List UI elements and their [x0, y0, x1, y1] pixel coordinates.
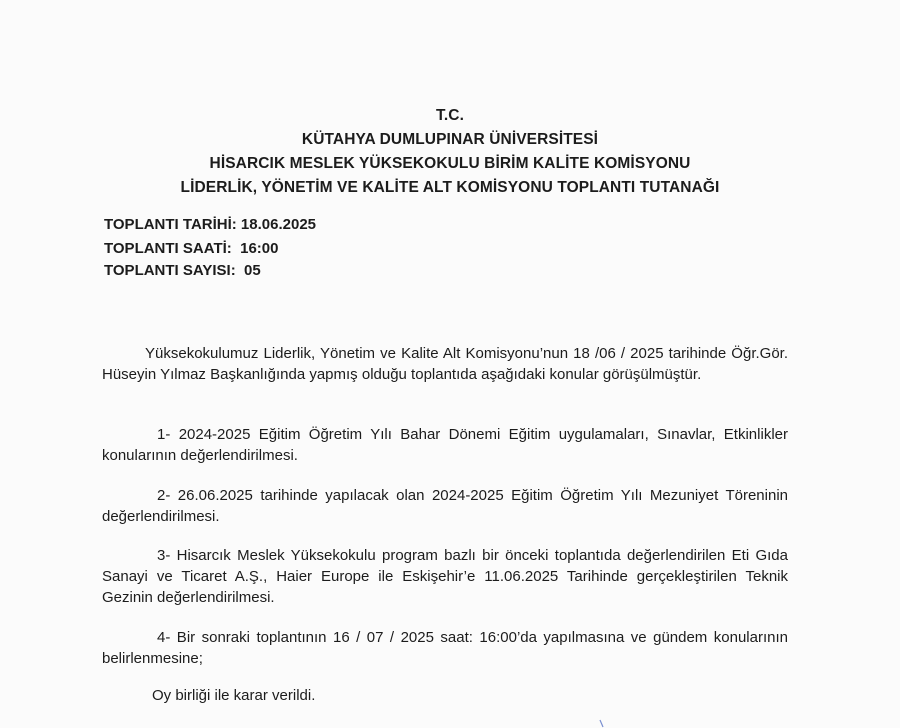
agenda-item: 4- Bir sonraki toplantının 16 / 07 / 2025 saat: 16:00’da yapılmasına ve gündem konularının belirlenmesine;: [102, 629, 788, 667]
header-school-commission: HİSARCIK MESLEK YÜKSEKOKULU BİRİM KALİTE KOMİSYONU: [209, 155, 691, 172]
agenda-item: 2- 26.06.2025 tarihinde yapılacak olan 2024-2025 Eğitim Öğretim Yılı Mezuniyet Töreninin değerlendirilmesi.: [102, 487, 788, 525]
ink-mark-icon: [598, 719, 606, 728]
agenda-item: 3- Hisarcık Meslek Yüksekokulu program bazlı bir önceki toplantıda değerlendirilen Eti Gıda Sanayi ve Ticaret A.Ş., Haier Europe ile Eskişehir’e 11.06.2025 Tarihinde gerçekleştirilen Teknik Gezinin değerlendirilmesi.: [102, 547, 788, 606]
meeting-count: TOPLANTI SAYISI: 05: [104, 262, 261, 279]
meeting-date: TOPLANTI TARİHİ: 18.06.2025: [104, 216, 317, 233]
meeting-time: TOPLANTI SAATİ: 16:00: [104, 240, 279, 257]
header-tc: T.C.: [436, 107, 464, 124]
closing-statement: Oy birliği ile karar verildi.: [152, 687, 316, 704]
header-university: KÜTAHYA DUMLUPINAR ÜNİVERSİTESİ: [301, 131, 599, 148]
header-meeting-title: LİDERLİK, YÖNETİM VE KALİTE ALT KOMİSYONU TOPLANTI TUTANAĞI: [180, 179, 720, 196]
agenda-item: 1- 2024-2025 Eğitim Öğretim Yılı Bahar Dönemi Eğitim uygulamaları, Sınavlar, Etkinlikler konularının değerlendirilmesi.: [102, 426, 788, 464]
intro-paragraph: Yüksekokulumuz Liderlik, Yönetim ve Kalite Alt Komisyonu’nun 18 /06 / 2025 tarihinde Öğr.Gör. Hüseyin Yılmaz Başkanlığında yapmış olduğu toplantıda aşağıdaki konular görüşülmüştür.: [102, 345, 788, 383]
